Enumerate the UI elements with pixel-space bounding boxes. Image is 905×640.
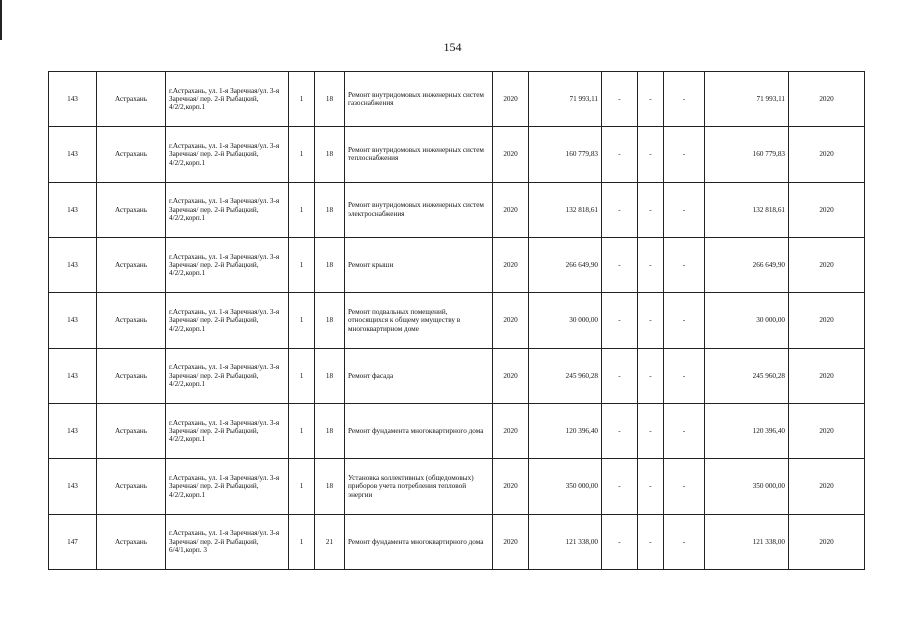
work-type-cell: Ремонт фасада — [345, 348, 493, 403]
dash-cell: - — [638, 72, 664, 127]
address-cell: г.Астрахань, ул. 1-я Заречная/ул. 3-я Заречная/ пер. 2-й Рыбацкий, 6/4/1,корп. 3 — [166, 514, 289, 569]
dash-cell: - — [664, 72, 705, 127]
dash-cell: - — [602, 459, 638, 514]
work-type-cell: Ремонт внутридомовых инженерных систем электроснабжения — [345, 182, 493, 237]
number-cell: 18 — [315, 72, 345, 127]
dash-cell: - — [602, 127, 638, 182]
total-amount-cell: 160 779,83 — [705, 127, 789, 182]
total-amount-cell: 71 993,11 — [705, 72, 789, 127]
object-number-cell: 143 — [49, 348, 97, 403]
amount-cell: 266 649,90 — [529, 237, 602, 292]
dash-cell: - — [638, 237, 664, 292]
address-cell: г.Астрахань, ул. 1-я Заречная/ул. 3-я Заречная/ пер. 2-й Рыбацкий, 4/2/2,корп.1 — [166, 403, 289, 458]
work-type-cell: Ремонт крыши — [345, 237, 493, 292]
city-cell: Астрахань — [97, 293, 166, 348]
number-cell: 18 — [315, 237, 345, 292]
dash-cell: - — [602, 403, 638, 458]
work-type-cell: Установка коллективных (общедомовых) приборов учета потребления тепловой энергии — [345, 459, 493, 514]
address-cell: г.Астрахань, ул. 1-я Заречная/ул. 3-я Заречная/ пер. 2-й Рыбацкий, 4/2/2,корп.1 — [166, 182, 289, 237]
quantity-cell: 1 — [289, 459, 315, 514]
table-body — [49, 72, 865, 570]
table-row — [49, 237, 865, 292]
year-cell: 2020 — [493, 459, 529, 514]
number-cell: 18 — [315, 459, 345, 514]
dash-cell: - — [664, 459, 705, 514]
number-cell: 18 — [315, 403, 345, 458]
table-row — [49, 127, 865, 182]
table-row — [49, 348, 865, 403]
address-cell: г.Астрахань, ул. 1-я Заречная/ул. 3-я Заречная/ пер. 2-й Рыбацкий, 4/2/2,корп.1 — [166, 348, 289, 403]
city-cell: Астрахань — [97, 459, 166, 514]
quantity-cell: 1 — [289, 514, 315, 569]
amount-cell: 350 000,00 — [529, 459, 602, 514]
address-cell: г.Астрахань, ул. 1-я Заречная/ул. 3-я Заречная/ пер. 2-й Рыбацкий, 4/2/2,корп.1 — [166, 72, 289, 127]
completion-year-cell: 2020 — [789, 72, 865, 127]
completion-year-cell: 2020 — [789, 127, 865, 182]
year-cell: 2020 — [493, 72, 529, 127]
city-cell: Астрахань — [97, 514, 166, 569]
quantity-cell: 1 — [289, 348, 315, 403]
dash-cell: - — [638, 127, 664, 182]
number-cell: 18 — [315, 293, 345, 348]
dash-cell: - — [638, 514, 664, 569]
quantity-cell: 1 — [289, 182, 315, 237]
dash-cell: - — [602, 514, 638, 569]
dash-cell: - — [664, 403, 705, 458]
scan-edge-mark — [0, 0, 2, 40]
dash-cell: - — [602, 237, 638, 292]
address-cell: г.Астрахань, ул. 1-я Заречная/ул. 3-я Заречная/ пер. 2-й Рыбацкий, 4/2/2,корп.1 — [166, 237, 289, 292]
work-type-cell: Ремонт подвальных помещений, относящихся к общему имуществу в многоквартирном доме — [345, 293, 493, 348]
amount-cell: 160 779,83 — [529, 127, 602, 182]
address-cell: г.Астрахань, ул. 1-я Заречная/ул. 3-я Заречная/ пер. 2-й Рыбацкий, 4/2/2,корп.1 — [166, 459, 289, 514]
repair-plan-table — [48, 71, 865, 570]
quantity-cell: 1 — [289, 127, 315, 182]
completion-year-cell: 2020 — [789, 348, 865, 403]
quantity-cell: 1 — [289, 293, 315, 348]
table-row — [49, 403, 865, 458]
quantity-cell: 1 — [289, 72, 315, 127]
city-cell: Астрахань — [97, 182, 166, 237]
completion-year-cell: 2020 — [789, 293, 865, 348]
work-type-cell: Ремонт внутридомовых инженерных систем газоснабжения — [345, 72, 493, 127]
quantity-cell: 1 — [289, 403, 315, 458]
dash-cell: - — [602, 348, 638, 403]
dash-cell: - — [664, 127, 705, 182]
completion-year-cell: 2020 — [789, 403, 865, 458]
total-amount-cell: 245 960,28 — [705, 348, 789, 403]
dash-cell: - — [664, 237, 705, 292]
object-number-cell: 143 — [49, 293, 97, 348]
object-number-cell: 143 — [49, 182, 97, 237]
city-cell: Астрахань — [97, 237, 166, 292]
object-number-cell: 143 — [49, 403, 97, 458]
object-number-cell: 143 — [49, 127, 97, 182]
amount-cell: 132 818,61 — [529, 182, 602, 237]
object-number-cell: 143 — [49, 237, 97, 292]
city-cell: Астрахань — [97, 403, 166, 458]
total-amount-cell: 132 818,61 — [705, 182, 789, 237]
year-cell: 2020 — [493, 237, 529, 292]
completion-year-cell: 2020 — [789, 514, 865, 569]
dash-cell: - — [664, 348, 705, 403]
city-cell: Астрахань — [97, 72, 166, 127]
dash-cell: - — [664, 293, 705, 348]
dash-cell: - — [664, 514, 705, 569]
dash-cell: - — [602, 293, 638, 348]
dash-cell: - — [638, 293, 664, 348]
dash-cell: - — [602, 182, 638, 237]
year-cell: 2020 — [493, 127, 529, 182]
amount-cell: 245 960,28 — [529, 348, 602, 403]
work-type-cell: Ремонт фундамента многоквартирного дома — [345, 514, 493, 569]
dash-cell: - — [664, 182, 705, 237]
year-cell: 2020 — [493, 293, 529, 348]
year-cell: 2020 — [493, 403, 529, 458]
year-cell: 2020 — [493, 182, 529, 237]
number-cell: 21 — [315, 514, 345, 569]
page-number: 154 — [443, 40, 462, 54]
total-amount-cell: 120 396,40 — [705, 403, 789, 458]
total-amount-cell: 121 338,00 — [705, 514, 789, 569]
amount-cell: 120 396,40 — [529, 403, 602, 458]
address-cell: г.Астрахань, ул. 1-я Заречная/ул. 3-я Заречная/ пер. 2-й Рыбацкий, 4/2/2,корп.1 — [166, 293, 289, 348]
amount-cell: 71 993,11 — [529, 72, 602, 127]
number-cell: 18 — [315, 182, 345, 237]
work-type-cell: Ремонт фундамента многоквартирного дома — [345, 403, 493, 458]
object-number-cell: 143 — [49, 72, 97, 127]
table-row — [49, 72, 865, 127]
total-amount-cell: 350 000,00 — [705, 459, 789, 514]
city-cell: Астрахань — [97, 348, 166, 403]
amount-cell: 30 000,00 — [529, 293, 602, 348]
number-cell: 18 — [315, 348, 345, 403]
dash-cell: - — [602, 72, 638, 127]
object-number-cell: 143 — [49, 459, 97, 514]
completion-year-cell: 2020 — [789, 237, 865, 292]
object-number-cell: 147 — [49, 514, 97, 569]
dash-cell: - — [638, 459, 664, 514]
dash-cell: - — [638, 348, 664, 403]
quantity-cell: 1 — [289, 237, 315, 292]
table-row — [49, 514, 865, 569]
year-cell: 2020 — [493, 348, 529, 403]
dash-cell: - — [638, 403, 664, 458]
total-amount-cell: 266 649,90 — [705, 237, 789, 292]
work-type-cell: Ремонт внутридомовых инженерных систем теплоснабжения — [345, 127, 493, 182]
city-cell: Астрахань — [97, 127, 166, 182]
number-cell: 18 — [315, 127, 345, 182]
dash-cell: - — [638, 182, 664, 237]
table-row — [49, 459, 865, 514]
address-cell: г.Астрахань, ул. 1-я Заречная/ул. 3-я Заречная/ пер. 2-й Рыбацкий, 4/2/2,корп.1 — [166, 127, 289, 182]
amount-cell: 121 338,00 — [529, 514, 602, 569]
completion-year-cell: 2020 — [789, 459, 865, 514]
completion-year-cell: 2020 — [789, 182, 865, 237]
table-row — [49, 182, 865, 237]
table-row — [49, 293, 865, 348]
year-cell: 2020 — [493, 514, 529, 569]
total-amount-cell: 30 000,00 — [705, 293, 789, 348]
